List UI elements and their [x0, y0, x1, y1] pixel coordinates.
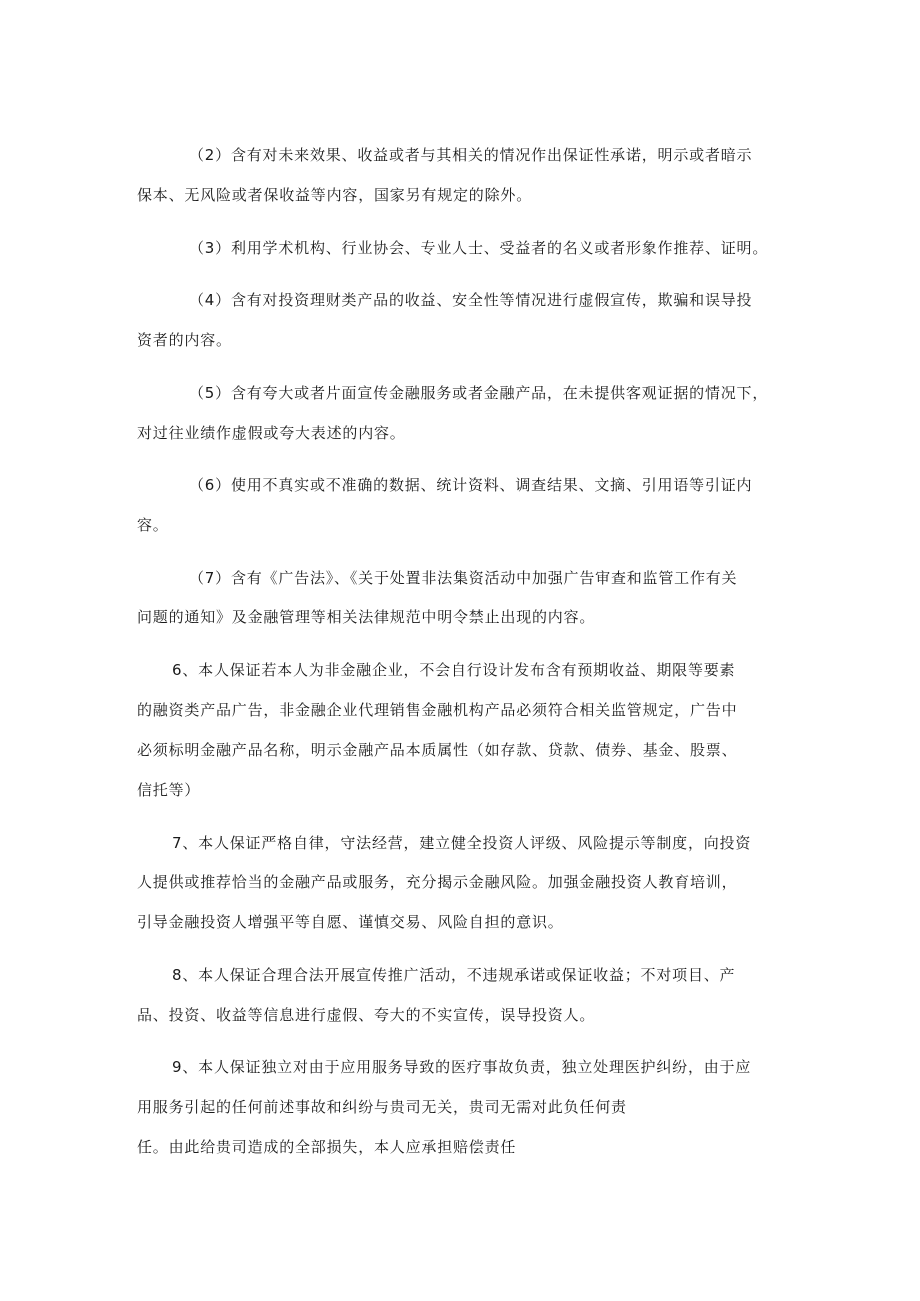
paragraph-clause-9-line-3: 任。由此给贵司造成的全部损失，本人应承担赔偿责任: [137, 1138, 517, 1156]
paragraph-item-2-line-2: 保本、无风险或者保收益等内容，国家另有规定的除外。: [137, 186, 533, 204]
paragraph-clause-6-line-3: 必须标明金融产品名称，明示金融产品本质属性（如存款、贷款、债券、基金、股票、: [137, 741, 738, 759]
paragraph-clause-8-line-2: 品、投资、收益等信息进行虚假、夸大的不实宣传，误导投资人。: [137, 1006, 596, 1024]
paragraph-item-6-line-1: （6）使用不真实或不准确的数据、统计资料、调查结果、文摘、引用语等引证内: [189, 476, 753, 494]
paragraph-item-4-line-1: （4）含有对投资理财类产品的收益、安全性等情况进行虚假宣传，欺骗和误导投: [189, 291, 753, 309]
paragraph-clause-7-line-3: 引导金融投资人增强平等自愿、谨慎交易、风险自担的意识。: [137, 913, 564, 931]
paragraph-item-7-line-2: 问题的通知》及金融管理等相关法律规范中明令禁止出现的内容。: [137, 608, 596, 626]
paragraph-clause-9-line-1: 9、本人保证独立对由于应用服务导致的医疗事故负责，独立处理医护纠纷，由于应: [172, 1058, 752, 1076]
paragraph-item-5-line-1: （5）含有夸大或者片面宣传金融服务或者金融产品，在未提供客观证据的情况下，: [189, 384, 769, 402]
paragraph-item-2-line-1: （2）含有对未来效果、收益或者与其相关的情况作出保证性承诺，明示或者暗示: [189, 146, 753, 164]
paragraph-clause-6-line-2: 的融资类产品广告，非金融企业代理销售金融机构产品必须符合相关监管规定，广告中: [137, 701, 738, 719]
paragraph-clause-8-line-1: 8、本人保证合理合法开展宣传推广活动，不违规承诺或保证收益；不对项目、产: [172, 966, 736, 984]
paragraph-clause-7-line-1: 7、本人保证严格自律，守法经营，建立健全投资人评级、风险提示等制度，向投资: [172, 834, 752, 852]
paragraph-clause-7-line-2: 人提供或推荐恰当的金融产品或服务，充分揭示金融风险。加强金融投资人教育培训，: [137, 873, 738, 891]
paragraph-item-4-line-2: 资者的内容。: [137, 331, 232, 349]
paragraph-clause-9-line-2: 用服务引起的任何前述事故和纠纷与贵司无关，贵司无需对此负任何责: [137, 1098, 627, 1116]
paragraph-item-6-line-2: 容。: [137, 516, 169, 534]
paragraph-clause-6-line-4: 信托等）: [137, 781, 201, 799]
paragraph-item-5-line-2: 对过往业绩作虚假或夸大表述的内容。: [137, 424, 406, 442]
paragraph-item-7-line-1: （7）含有《广告法》、《关于处置非法集资活动中加强广告审查和监管工作有关: [189, 569, 738, 587]
paragraph-item-3-line-1: （3）利用学术机构、行业协会、专业人士、受益者的名义或者形象作推荐、证明。: [189, 239, 769, 257]
paragraph-clause-6-line-1: 6、本人保证若本人为非金融企业，不会自行设计发布含有预期收益、期限等要素: [172, 661, 736, 679]
